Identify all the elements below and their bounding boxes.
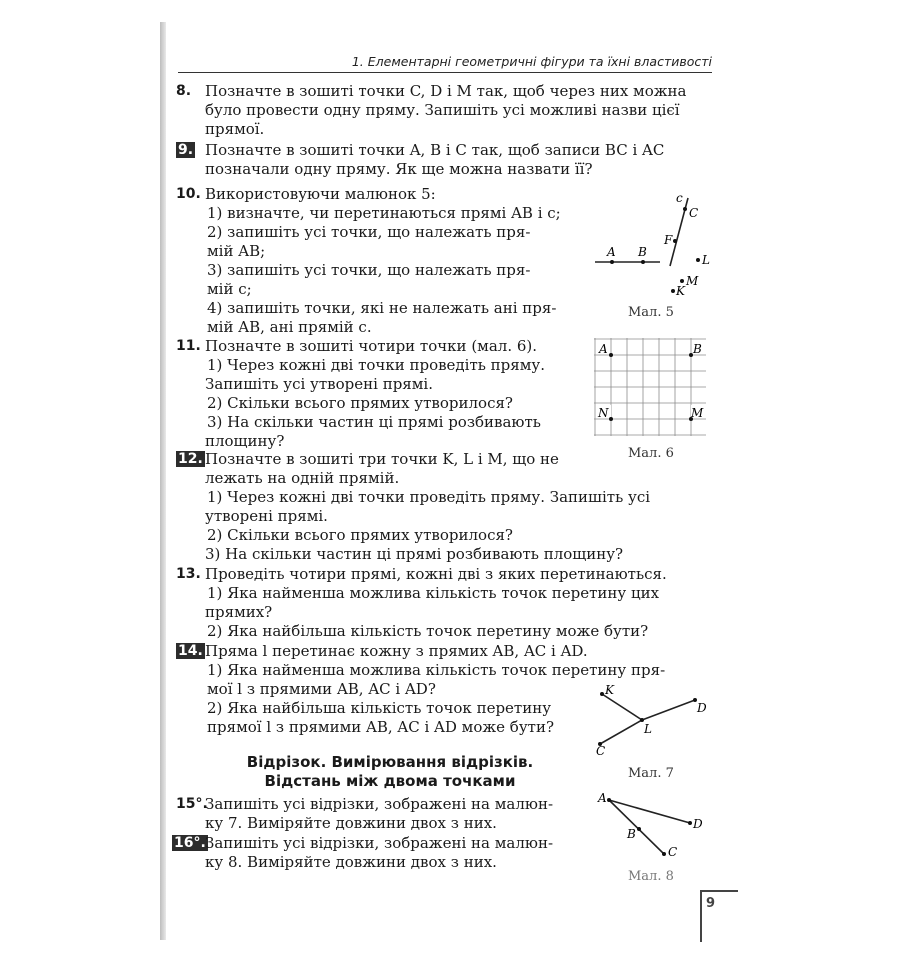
fig8-caption: Мал. 8 [628,869,674,884]
problem-number: 8. [176,83,192,99]
problem-text-line: Проведіть чотири прямі, кожні дві з яких перетинаються. [205,565,667,583]
problem-text-line: Запишіть усі утворені прямі. [205,375,433,393]
problem-text-line: 2) Яка найбільша кількість точок перетину [207,699,552,717]
problem-text-line: 2) Яка найбільша кількість точок перетину може бути? [207,622,649,640]
fig5-label-L: L [702,253,710,267]
problem-text-line: 3) запишіть усі точки, що належать пря- [207,261,531,279]
fig7-caption: Мал. 7 [628,766,674,781]
problem-text-line: ку 8. Виміряйте довжини двох з них. [205,853,497,871]
fig5-label-C: C [689,206,699,220]
problem-text-line: 4) запишіть точки, які не належать ані пря- [207,299,557,317]
problem-number: 14. [178,643,203,659]
binding-gutter [160,22,166,940]
problem-text-line: 1) визначте, чи перетинаються прямі AB і c; [207,204,561,222]
problem-text-line: утворені прямі. [205,507,328,525]
fig6-label-B: B [693,342,702,356]
problem-text-line: 2) Скільки всього прямих утворилося? [207,394,513,412]
fig8-label-A: A [598,791,607,805]
fig5-caption: Мал. 5 [628,305,674,320]
fig5-label-B: B [638,245,647,259]
problem-text-line: 3) На скільки частин ці прямі розбивають [207,413,541,431]
problem-text-line: мій AB; [207,242,266,260]
problem-text-line: прямих? [205,603,273,621]
problem-text-line: мій AB, ані прямій c. [207,318,372,336]
problem-text-line: 2) Скільки всього прямих утворилося? [207,526,513,544]
problem-text-line: 1) Через кожні дві точки проведіть пряму. [207,356,546,374]
problem-text-line: 1) Яка найменша можлива кількість точок перетину пря- [207,661,666,679]
fig7-label-K: K [605,683,614,697]
problem-number: 16°. [174,835,206,851]
section-title-line2: Відстань між двома точками [264,772,516,790]
problem-number: 10. [176,186,201,202]
figure-6 [594,338,706,436]
section-title-line1: Відрізок. Вимірювання відрізків. [246,753,534,771]
fig6-label-N: N [598,406,609,420]
problem-number: 11. [176,338,201,354]
problem-text-line: мій c; [207,280,252,298]
problem-text-line: прямої l з прямими AB, AC і AD може бути? [207,718,554,736]
problem-text-line: Позначте в зошиті чотири точки (мал. 6). [205,337,538,355]
fig8-label-D: D [693,817,703,831]
fig6-caption: Мал. 6 [628,446,674,461]
problem-text-line: Запишіть усі відрізки, зображені на малюн- [205,834,554,852]
problem-number: 15°. [176,796,208,812]
problem-text-line: 2) запишіть усі точки, що належать пря- [207,223,531,241]
fig5-label-c: c [676,191,683,205]
problem-text-line: мої l з прямими AB, AC і AD? [207,680,436,698]
problem-text-line: Позначте в зошиті точки A, B і C так, щоб записи BC і AC [205,141,665,159]
fig6-label-A: A [599,342,608,356]
running-header: 1. Елементарні геометричні фігури та їхні властивості [351,54,712,69]
fig5-label-K: K [676,284,685,298]
fig5-label-A: A [607,245,616,259]
problem-text-line: прямої. [205,120,265,138]
problem-text-line: 3) На скільки частин ці прямі розбивають площину? [205,545,624,563]
problem-text-line: 1) Через кожні дві точки проведіть пряму. Запишіть усі [207,488,651,506]
problem-text-line: площину? [205,432,285,450]
problem-number: 12. [178,451,203,467]
problem-text-line: Позначте в зошиті три точки K, L і M, що не [205,450,559,468]
figure-5 [590,188,720,303]
fig8-label-B: B [627,827,636,841]
header-rule [178,72,712,73]
fig7-label-L: L [644,722,652,736]
problem-text-line: лежать на одній прямій. [205,469,400,487]
problem-text-line: Позначте в зошиті точки C, D і M так, щоб через них можна [205,82,687,100]
problem-number: 9. [178,142,194,158]
fig8-label-C: C [668,845,678,859]
problem-text-line: було провести одну пряму. Запишіть усі можливі назви цієї [205,101,680,119]
fig5-label-F: F [664,233,673,247]
problem-text-line: ку 7. Виміряйте довжини двох з них. [205,814,497,832]
page-number: 9 [706,896,716,911]
fig6-label-M: M [691,406,704,420]
fig7-label-D: D [697,701,707,715]
problem-number: 13. [176,566,201,582]
problem-text-line: Запишіть усі відрізки, зображені на малюн- [205,795,554,813]
problem-text-line: 1) Яка найменша можлива кількість точок перетину цих [207,584,660,602]
problem-text-line: Пряма l перетинає кожну з прямих AB, AC і AD. [205,642,588,660]
problem-text-line: позначали одну пряму. Як ще можна назвати її? [205,160,593,178]
fig5-label-M: M [686,274,699,288]
figure-8 [594,788,716,866]
fig7-label-C: C [596,744,606,758]
problem-text-line: Використовуючи малюнок 5: [205,185,436,203]
figure-7 [592,680,714,762]
